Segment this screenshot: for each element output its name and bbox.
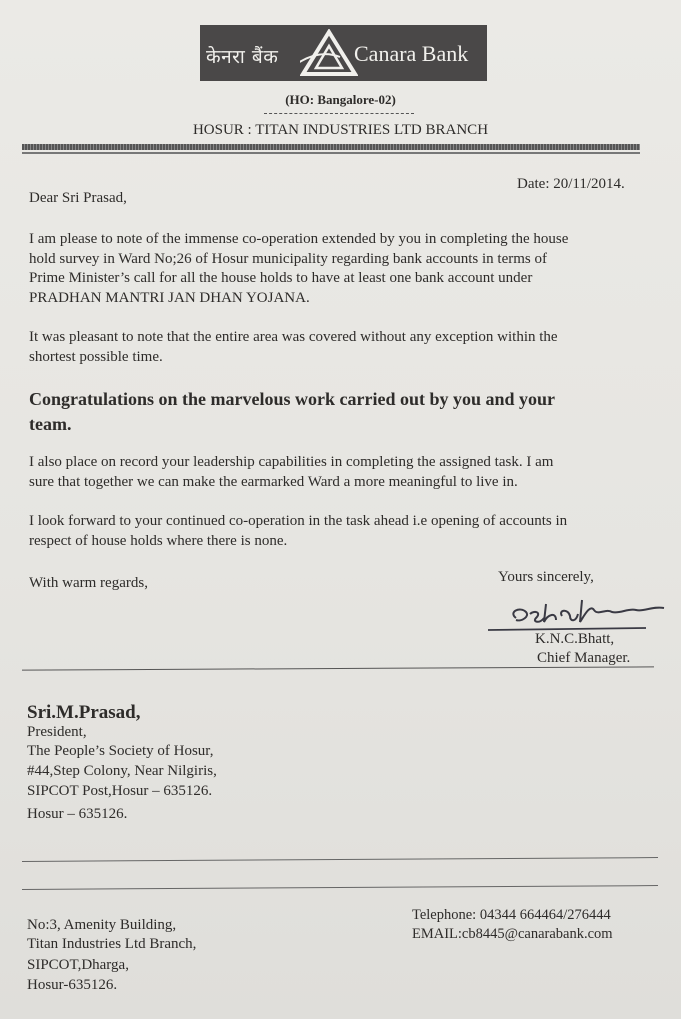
recipient-line: SIPCOT Post,Hosur – 635126.	[27, 783, 213, 799]
recipient-line: #44,Step Colony, Near Nilgiris,	[27, 763, 217, 779]
canara-bank-logo	[200, 25, 487, 81]
recipient-line: President,	[27, 724, 87, 740]
signer-title: Chief Manager.	[537, 650, 631, 666]
footer-rule-top	[22, 857, 658, 862]
head-office-underline	[264, 113, 414, 114]
paragraph-line: Prime Minister’s call for all the house holds to have at least one bank account under	[29, 270, 533, 286]
paragraph-line: shortest possible time.	[29, 348, 163, 365]
footer-address-line: No:3, Amenity Building,	[27, 917, 177, 933]
logo-english-text: Canara Bank	[354, 41, 469, 66]
signature-divider	[22, 666, 654, 670]
closing-regards: With warm regards,	[29, 575, 148, 591]
paragraph-line: I look forward to your continued co-operation in the task ahead i.e opening of accounts in	[29, 513, 568, 529]
closing-sincerely: Yours sincerely,	[498, 569, 594, 585]
head-office-line: (HO: Bangalore-02)	[285, 92, 396, 107]
recipient-line: Hosur – 635126.	[27, 806, 128, 822]
congratulations-heading	[29, 387, 659, 437]
salutation: Dear Sri Prasad,	[29, 190, 127, 206]
paragraph-2	[29, 328, 654, 367]
logo-hindi-text: केनरा बैंक	[206, 46, 279, 68]
footer-telephone: Telephone: 04344 664464/276444	[412, 907, 611, 923]
paragraph-1	[29, 230, 654, 308]
letterhead-rule-thin	[22, 152, 640, 154]
footer-rule-bottom	[22, 885, 658, 890]
footer-address-line: Titan Industries Ltd Branch,	[27, 936, 197, 952]
paragraph-4	[29, 512, 654, 551]
footer-address-line: SIPCOT,Dharga,	[27, 957, 129, 973]
footer-email: EMAIL:cb8445@canarabank.com	[412, 926, 613, 942]
congratulations-line: Congratulations on the marvelous work carried out by you and your	[29, 389, 556, 409]
signer-name: K.N.C.Bhatt,	[535, 631, 615, 647]
recipient-line: The People’s Society of Hosur,	[27, 743, 214, 759]
footer-address-line: Hosur-635126.	[27, 977, 118, 993]
canara-triangle-icon	[300, 29, 358, 77]
paragraph-line: I am please to note of the immense co-operation extended by you in completing the house	[29, 231, 569, 247]
paragraph-line: respect of house holds where there is none.	[29, 532, 288, 549]
paragraph-line: It was pleasant to note that the entire area was covered without any exception within the	[29, 329, 558, 345]
paragraph-line: hold survey in Ward No;26 of Hosur municipality regarding bank accounts in terms of	[29, 250, 547, 267]
branch-name: HOSUR : TITAN INDUSTRIES LTD BRANCH	[192, 122, 489, 138]
letter-date: Date: 20/11/2014.	[517, 176, 625, 192]
paragraph-line: PRADHAN MANTRI JAN DHAN YOJANA.	[29, 289, 310, 306]
letterhead-rule	[22, 144, 640, 150]
recipient-name: Sri.M.Prasad,	[27, 702, 141, 723]
paragraph-3	[29, 453, 654, 492]
paragraph-line: sure that together we can make the earmarked Ward a more meaningful to live in.	[29, 473, 518, 490]
paragraph-line: I also place on record your leadership capabilities in completing the assigned task. I am	[29, 454, 554, 470]
congratulations-line: team.	[29, 414, 72, 434]
